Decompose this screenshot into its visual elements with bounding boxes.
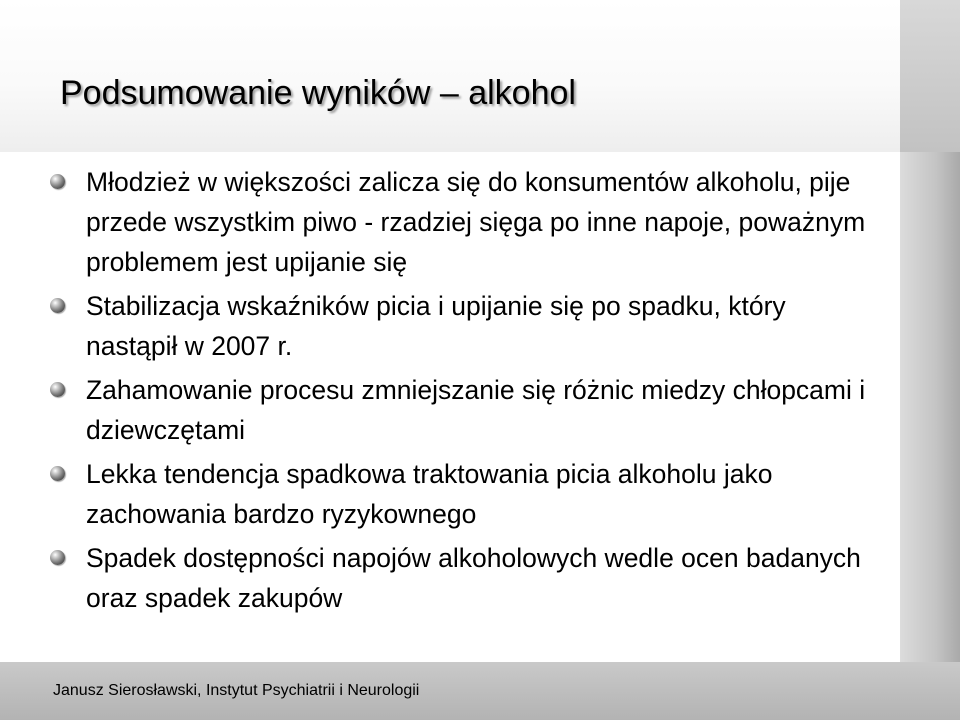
bullet-item — [50, 162, 880, 282]
sphere-bullet-icon — [50, 466, 65, 481]
bullet-text: Lekka tendencja spadkowa traktowania picia alkoholu jako zachowania bardzo ryzykownego — [86, 459, 773, 529]
sphere-bullet-icon — [50, 174, 65, 189]
slide-title: Podsumowanie wyników – alkohol — [60, 74, 576, 112]
bullet-item — [50, 286, 880, 366]
bullet-text: Spadek dostępności napojów alkoholowych wedle ocen badanych oraz spadek zakupów — [86, 543, 861, 613]
bullet-text: Zahamowanie procesu zmniejszanie się różnic miedzy chłopcami i dziewczętami — [86, 375, 866, 445]
side-band-top — [900, 0, 960, 152]
bullet-item — [50, 538, 880, 618]
bullet-text: Stabilizacja wskaźników picia i upijanie się po spadku, który nastąpił w 2007 r. — [86, 291, 786, 361]
sphere-bullet-icon — [50, 382, 65, 397]
bullet-item — [50, 454, 880, 534]
bullet-text: Młodzież w większości zalicza się do konsumentów alkoholu, pije przede wszystkim piwo - rzadziej sięga po inne napoje, poważnym problemem jest upijanie się — [86, 167, 866, 277]
footer-text: Janusz Sierosławski, Instytut Psychiatrii i Neurologii — [53, 682, 420, 699]
bullet-item — [50, 370, 880, 450]
sphere-bullet-icon — [50, 298, 65, 313]
sphere-bullet-icon — [50, 550, 65, 565]
bullet-list — [50, 162, 880, 622]
